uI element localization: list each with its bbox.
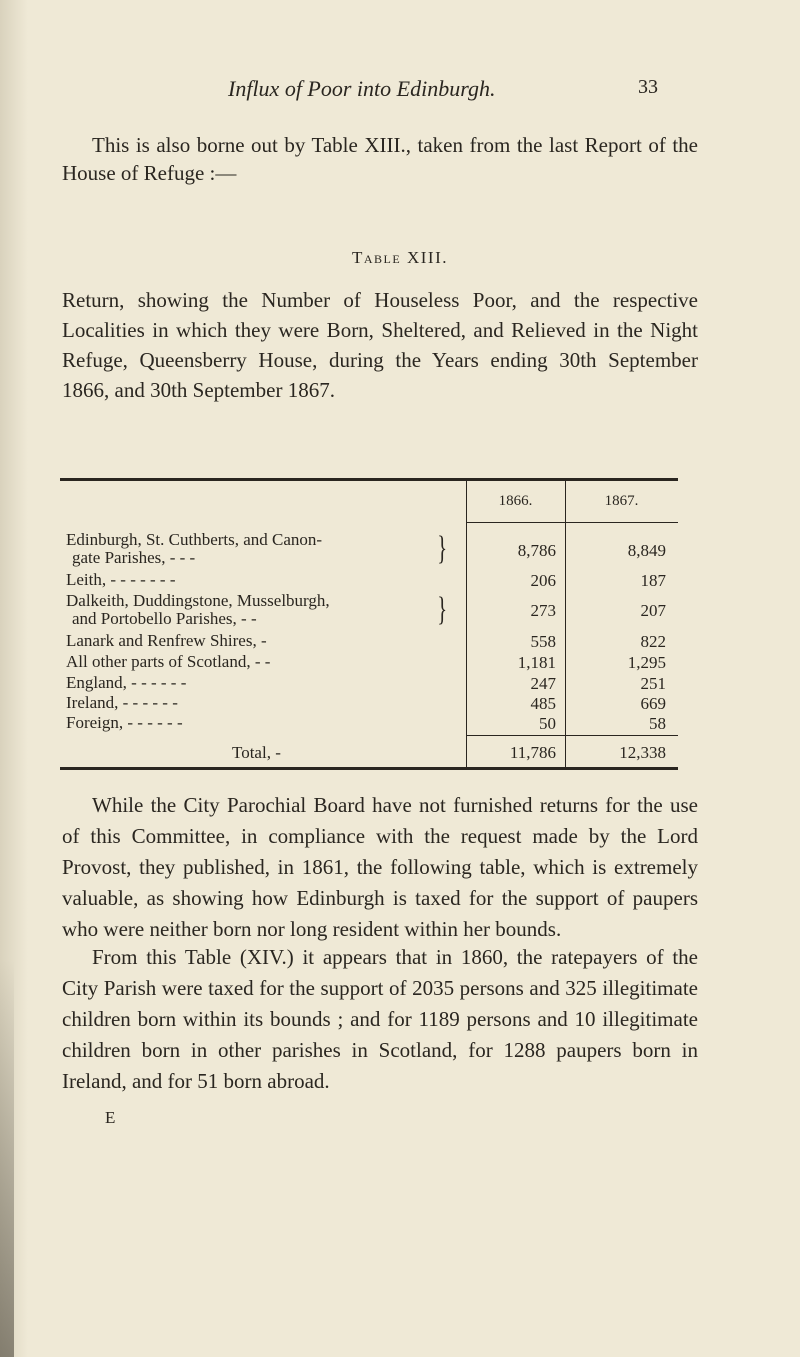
total-1866: 11,786 [509,743,556,762]
row-label: Ireland, - - - - - - [66,693,178,712]
value-1867: 58 [649,714,666,733]
row-label: Dalkeith, Duddingstone, Musselburgh, and Portobello Parishes, - - [66,591,330,628]
brace-glyph: } [437,591,448,628]
column-header-1866: 1866. [498,493,533,509]
value-1866: 247 [530,674,556,693]
value-1866: 206 [530,571,556,590]
intro-paragraph: This is also borne out by Table XIII., taken from the last Report of the House of Refuge :— [62,133,698,185]
row-label: All other parts of Scotland, - - [66,652,271,671]
total-label: Total, - [232,743,281,762]
row-label: Lanark and Renfrew Shires, - [66,631,267,650]
value-1866: 50 [539,714,556,733]
running-head [0,76,800,106]
value-1867: 207 [640,601,666,620]
value-1867: 1,295 [627,653,666,672]
page-edge-dark-strip [0,960,14,1357]
value-1867: 822 [640,632,666,651]
row-label: England, - - - - - - [66,673,187,692]
row-label: Foreign, - - - - - - [66,713,183,732]
value-1867: 187 [640,571,666,590]
value-1866: 485 [530,694,556,713]
body-paragraph: While the City Parochial Board have not furnished returns for the use of this Committee, in compliance with the request made by the Lord Provost, they published, in 1861, the following table, which is extremely valuable, as showing how Edinburgh is taxed for the support of paupers who were neither born nor long resident within her bounds. [62,793,698,941]
value-1866: 558 [530,632,556,651]
signature-mark: E [105,1108,116,1127]
total-rule [466,735,678,736]
page-number: 33 [638,76,658,98]
column-header-1867: 1867. [604,493,639,509]
value-1866: 273 [530,601,556,620]
row-label: Edinburgh, St. Cuthberts, and Canon- gate Parishes, - - - [66,530,323,567]
houseless-poor-table [60,478,678,770]
value-1867: 251 [640,674,666,693]
value-1867: 8,849 [627,541,666,560]
table-title: Table XIII. [352,248,448,267]
running-title: Influx of Poor into Edinburgh. [228,76,496,101]
row-label: Leith, - - - - - - - [66,570,176,589]
body-paragraph: From this Table (XIV.) it appears that in 1860, the ratepayers of the City Parish were taxed for the support of 2035 persons and 325 illegitimate children born within its bounds ; and for 1189 persons and 10 illegitimate children born in other parishes in Scotland, for 1288 paupers born in Ireland, and for 51 born abroad. [62,945,698,1093]
value-1867: 669 [640,694,666,713]
brace-glyph: } [437,530,448,567]
total-1867: 12,338 [619,743,666,762]
value-1866: 8,786 [517,541,556,560]
value-1866: 1,181 [517,653,556,672]
header-rule [466,522,678,523]
table-caption: Return, showing the Number of Houseless Poor, and the respective Localities in which they were Born, Sheltered, and Relieved in the Night Refuge, Queensberry House, during the Years ending 30th September 1866, and 30th September 1867. [62,288,698,402]
